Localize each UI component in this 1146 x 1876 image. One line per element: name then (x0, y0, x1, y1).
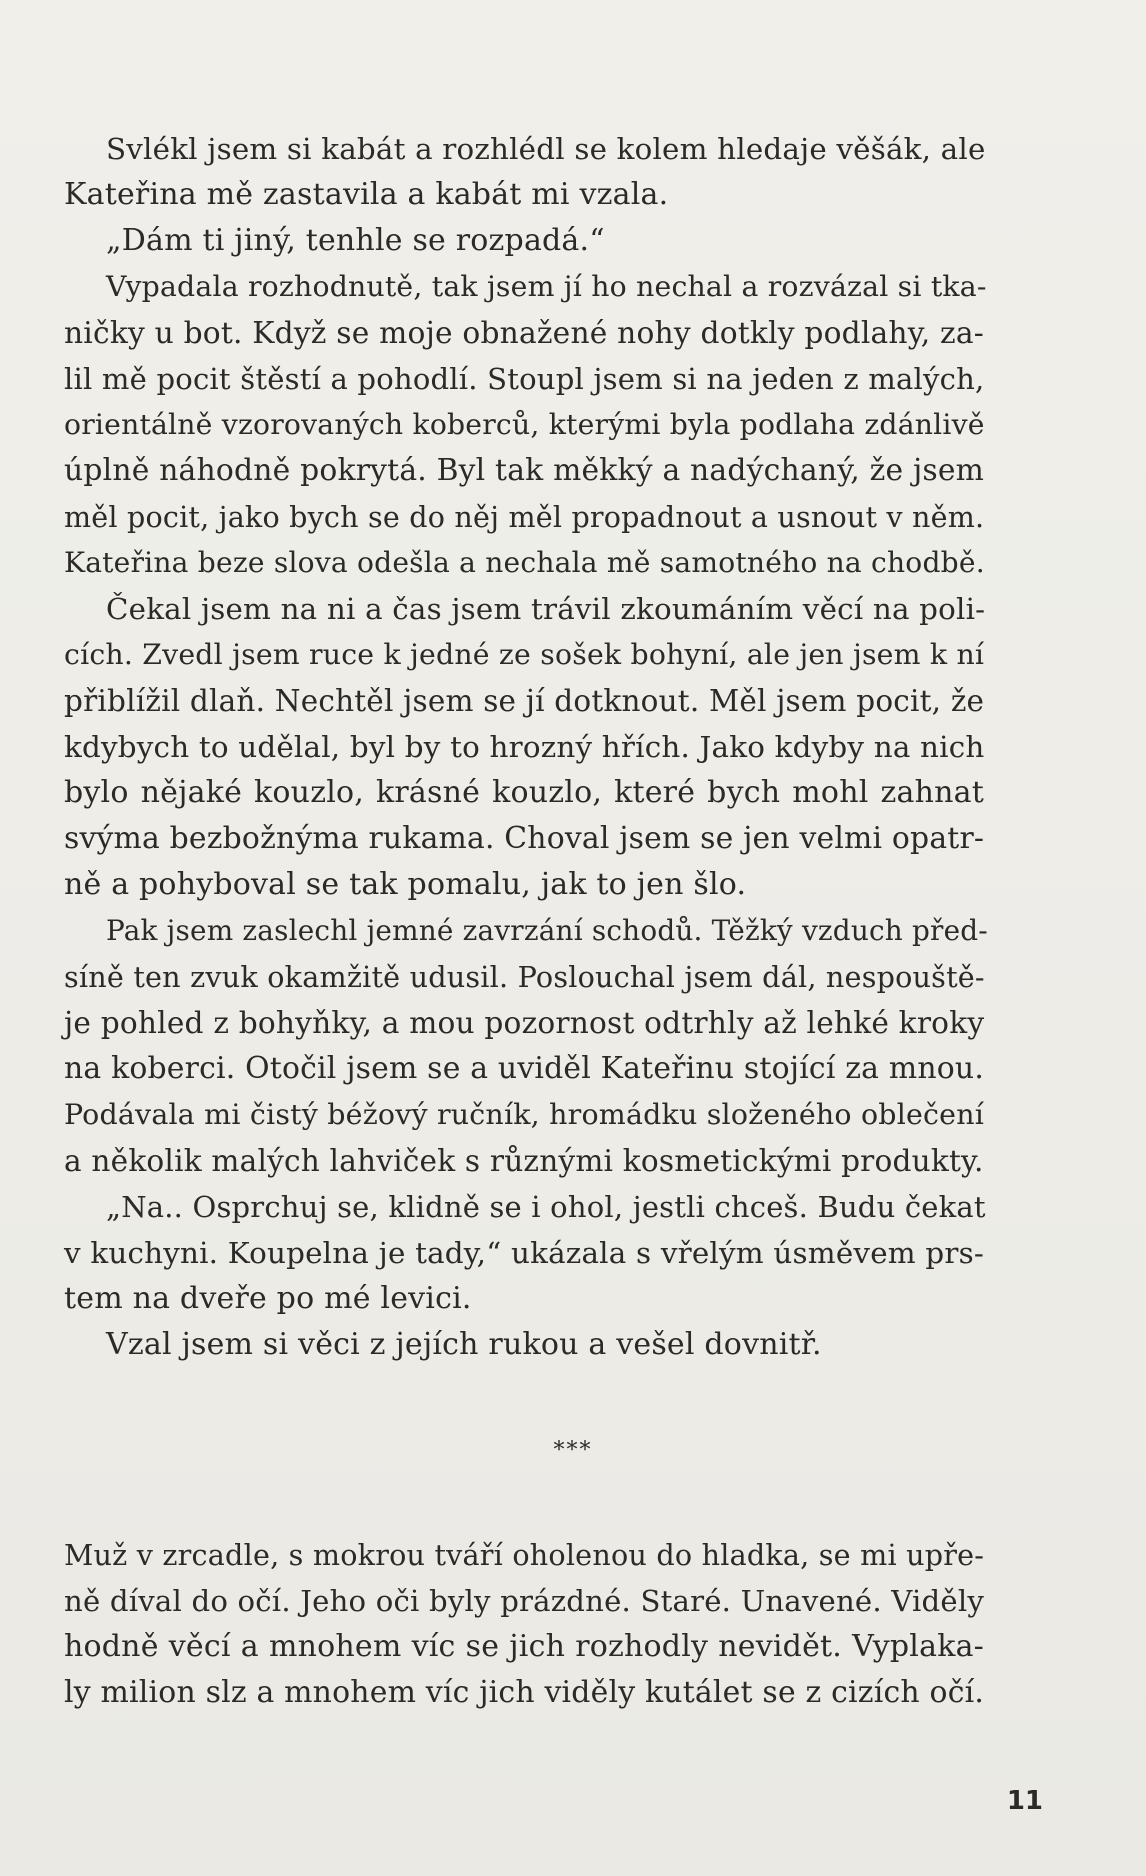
text-line: tem na dveře po mé levici. (64, 1281, 472, 1316)
text-line: lil mě pocit štěstí a pohodlí. Stoupl jsem si na jeden z malých, (64, 362, 985, 396)
text-line: Pak jsem zaslechl jemné zavrzání schodů. Těžký vzduch před- (106, 914, 988, 947)
text-line: na koberci. Otočil jsem se a uviděl Kateřinu stojící za mnou. (64, 1051, 984, 1086)
text-line: bylo nějaké kouzlo, krásné kouzlo, které bych mohl zahnat (64, 775, 984, 810)
text-line: svýma bezbožnýma rukama. Choval jsem se jen velmi opatr- (64, 821, 985, 856)
text-line: je pohled z bohyňky, a mou pozornost odtrhly až lehké kroky (64, 1006, 985, 1040)
text-line: Kateřina mě zastavila a kabát mi vzala. (64, 177, 669, 212)
text-line: Kateřina beze slova odešla a nechala mě samotného na chodbě. (64, 546, 985, 579)
text-line: Vzal jsem si věci z jejích rukou a vešel dovnitř. (106, 1327, 822, 1362)
page-number: 11 (1006, 1786, 1043, 1816)
section-separator: *** (553, 1438, 593, 1463)
text-line: orientálně vzorovaných koberců, kterými byla podlaha zdánlivě (64, 408, 985, 441)
text-line: ly milion slz a mnohem víc jich viděly kutálet se z cizích očí. (64, 1675, 985, 1710)
text-section-2 (64, 1532, 984, 1716)
text-line: ničky u bot. Když se moje obnažené nohy dotkly podlahy, za- (64, 315, 984, 350)
text-line: Muž v zrcadle, s mokrou tváří oholenou do hladka, se mi upře- (64, 1538, 985, 1572)
text-line: měl pocit, jako bych se do něj měl propadnout a usnout v něm. (64, 500, 985, 534)
text-line: Čekal jsem na ni a čas jsem trávil zkoumáním věcí na poli- (106, 592, 986, 626)
text-line: a několik malých lahviček s různými kosmetickými produkty. (64, 1144, 984, 1178)
text-line: přiblížil dlaň. Nechtěl jsem se jí dotknout. Měl jsem pocit, že (64, 684, 985, 718)
text-line: Podávala mi čistý béžový ručník, hromádku složeného oblečení (64, 1098, 984, 1131)
text-line: síně ten zvuk okamžitě udusil. Poslouchal jsem dál, nespouště- (64, 960, 985, 994)
text-line: hodně věcí a mnohem víc se jich rozhodly nevidět. Vyplaka- (64, 1629, 984, 1664)
text-line: Svlékl jsem si kabát a rozhlédl se kolem hledaje věšák, ale (106, 132, 986, 166)
text-line: v kuchyni. Koupelna je tady,“ ukázala s vřelým úsměvem prs- (64, 1236, 984, 1270)
text-section-1 (64, 126, 988, 1368)
text-line: „Dám ti jiný, tenhle se rozpadá.“ (106, 223, 605, 258)
text-line: úplně náhodně pokrytá. Byl tak měkký a nadýchaný, že jsem (64, 453, 985, 488)
text-line: cích. Zvedl jsem ruce k jedné ze sošek bohyní, ale jen jsem k ní (64, 638, 985, 671)
text-line: kdybych to udělal, byl by to hrozný hřích. Jako kdyby na nich (64, 730, 985, 764)
text-line: „Na.. Osprchuj se, klidně se i ohol, jestli chceš. Budu čekat (106, 1190, 986, 1224)
text-line: ně a pohyboval se tak pomalu, jak to jen šlo. (64, 867, 747, 902)
text-line: Vypadala rozhodnutě, tak jsem jí ho nechal a rozvázal si tka- (106, 270, 987, 303)
text-line: ně díval do očí. Jeho oči byly prázdné. Staré. Unavené. Viděly (64, 1584, 984, 1618)
